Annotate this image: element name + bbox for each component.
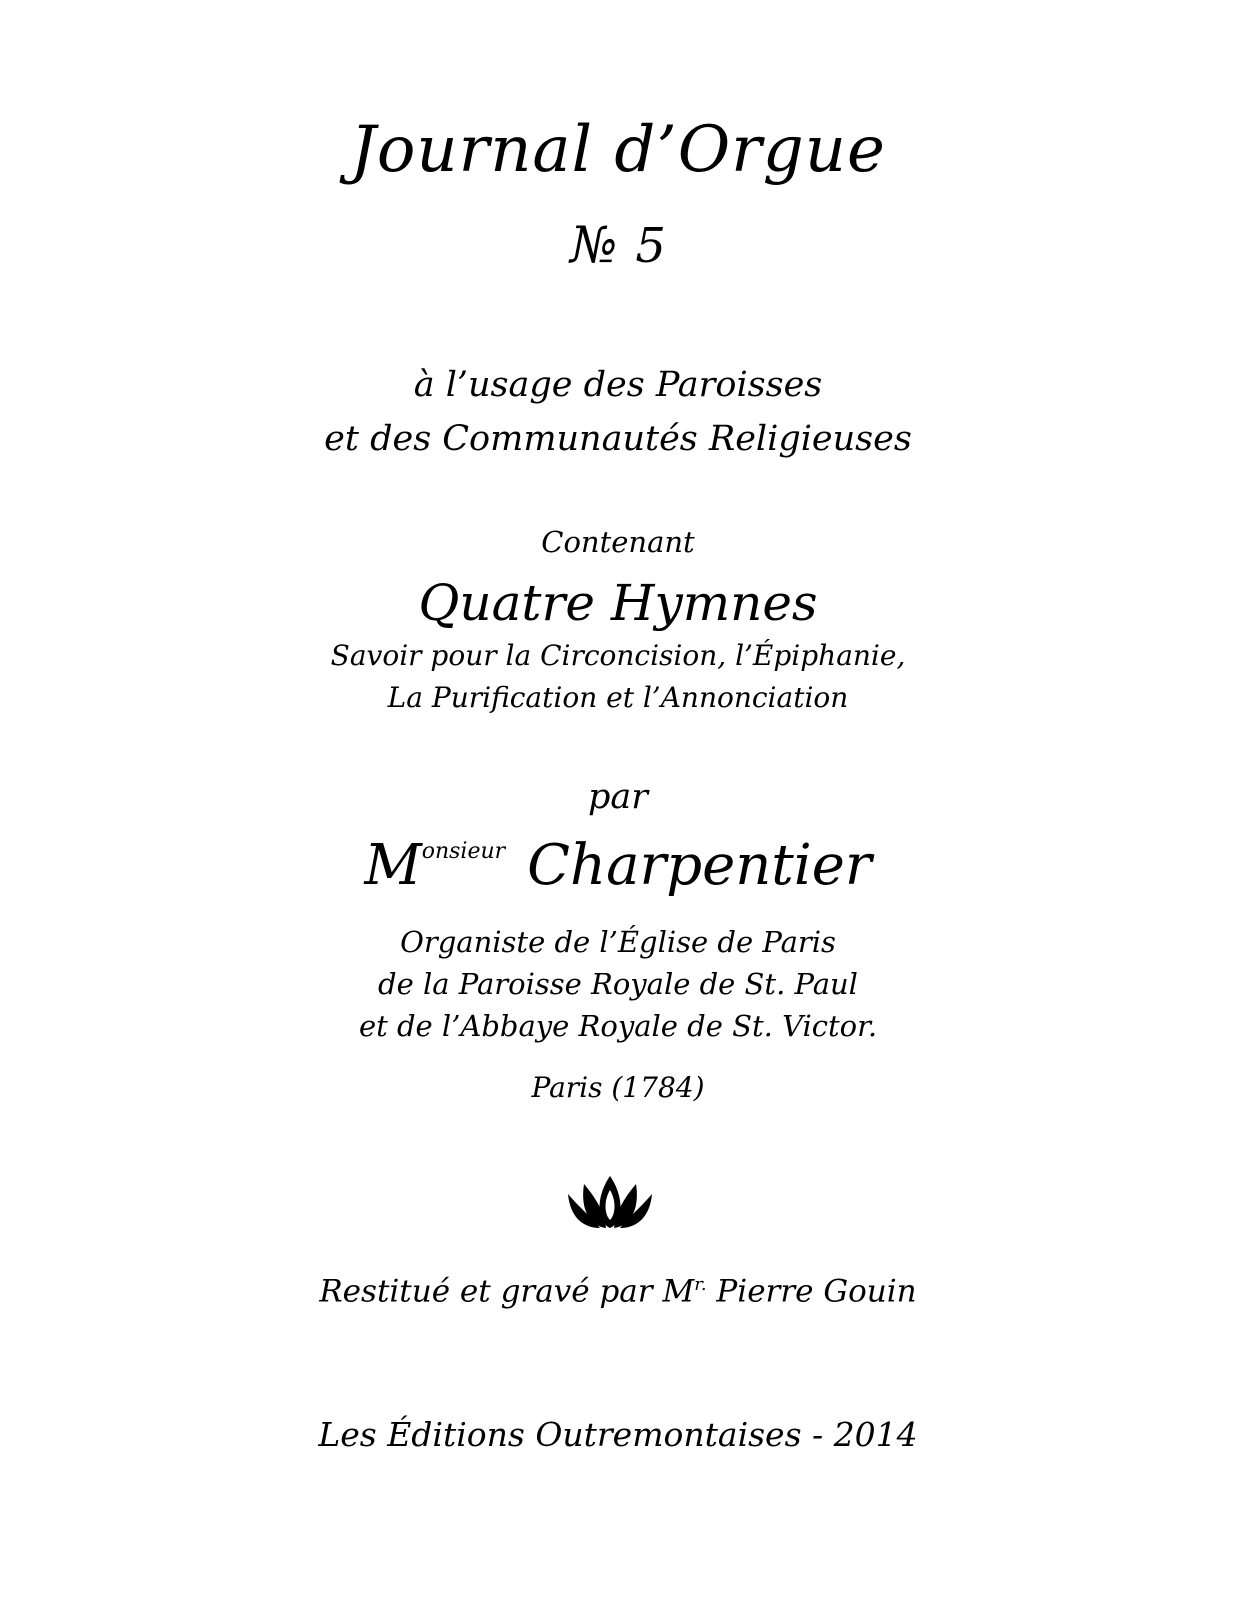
feasts-line-2: La Purification et l’Annonciation	[387, 681, 849, 714]
role-line-1: Organiste de l’Église de Paris	[400, 925, 836, 959]
feasts-line-1: Savoir pour la Circoncision, l’Épiphanie,	[330, 639, 906, 672]
restitution-title-suffix: r.	[694, 1274, 707, 1295]
composer-surname: Charpentier	[527, 833, 872, 898]
usage-line-1: à l’usage des Paroisses	[413, 365, 823, 405]
restitution-name: Pierre Gouin	[706, 1273, 917, 1310]
volume-number	[0, 216, 1236, 274]
volume-number-value: 5	[635, 218, 666, 274]
hymns-title: Quatre Hymnes	[418, 574, 818, 632]
honorific-rest: onsieur	[421, 839, 506, 864]
restitution-prefix: Restitué et gravé par M	[319, 1273, 695, 1310]
usage-line-2: et des Communautés Religieuses	[324, 419, 912, 459]
publisher-line: Les Éditions Outremontaises - 2014	[318, 1415, 918, 1454]
place-date: Paris (1784)	[531, 1071, 705, 1104]
numero-sign: №	[570, 216, 618, 274]
restitution-credit	[0, 1273, 1236, 1310]
par-label: par	[587, 777, 648, 817]
contenant-label: Contenant	[541, 525, 695, 559]
role-line-3: et de l’Abbaye Royale de St. Victor.	[358, 1009, 878, 1043]
composer-name	[0, 833, 1236, 898]
role-line-2: de la Paroisse Royale de St. Paul	[378, 967, 858, 1001]
lotus-ornament-icon	[566, 1170, 654, 1230]
honorific-initial: M	[364, 833, 422, 898]
page-title: Journal d’Orgue	[350, 113, 886, 187]
